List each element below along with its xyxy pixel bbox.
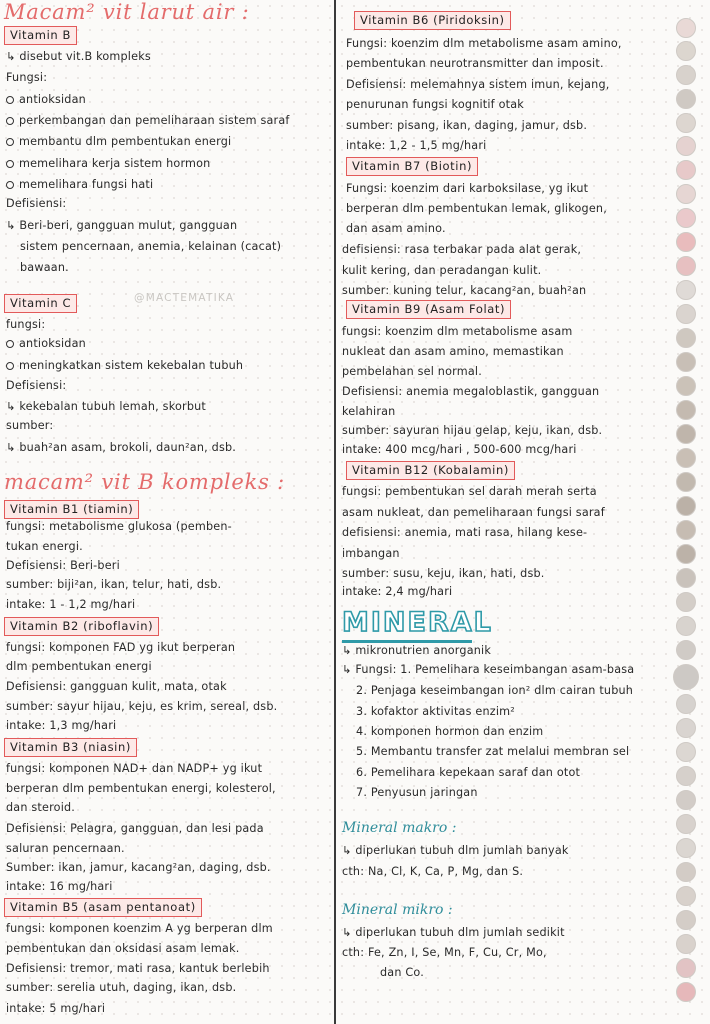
binding-hole [676,544,696,564]
binding-hole [676,136,696,156]
binding-hole [676,814,696,834]
vitb-fungsi-item: membantu dlm pembentukan energi [6,135,231,149]
title-vit-larut-air: Macam² vit larut air : [4,0,250,24]
vitb-defisiensi-3: bawaan. [20,261,69,274]
b7-sumber: sumber: kuning telur, kacang²an, buah²an [342,284,587,297]
binding-hole [676,376,696,396]
vitb-defisiensi-1: ↳ Beri-beri, gangguan mulut, gangguan [6,219,238,232]
binding-hole [676,280,696,300]
vitc-fungsi-item: antioksidan [6,337,86,351]
title-vit-b-kompleks: macam² vit B kompleks : [4,470,286,494]
mineral-list-item: 5. Membantu transfer zat melalui membran sel [356,745,630,758]
mineral-underline [342,640,472,643]
binding-hole [676,65,696,85]
mineral-list-item: 7. Penyusun jaringan [356,786,478,799]
b2-fungsi-2: dlm pembentukan energi [6,660,152,673]
binding-hole [676,862,696,882]
heading-b7: Vitamin B7 (Biotin) [346,157,478,176]
b5-fungsi-2: pembentukan dan oksidasi asam lemak. [6,942,240,955]
binding-hole [676,448,696,468]
b12-fungsi-1: fungsi: pembentukan sel darah merah serta [342,485,597,498]
b3-fungsi-3: dan steroid. [6,801,76,814]
vitb-defisiensi-label: Defisiensi: [6,197,67,210]
mineral-mikro-title: Mineral mikro : [342,902,453,918]
mineral-makro-title: Mineral makro : [342,820,457,836]
binding-hole [676,886,696,906]
vitc-defisiensi-label: Defisiensi: [6,379,67,392]
binding-hole [676,520,696,540]
b7-fungsi-2: berperan dlm pembentukan lemak, glikogen, [346,202,607,215]
mineral-mikro-1: ↳ diperlukan tubuh dlm jumlah sedikit [342,926,565,939]
b1-intake: intake: 1 - 1,2 mg/hari [6,598,136,611]
binding-hole [676,184,696,204]
binding-hole [676,113,696,133]
binding-hole [676,400,696,420]
binding-hole [676,718,696,738]
mineral-line-2: ↳ Fungsi: 1. Pemelihara keseimbangan asam-basa [342,663,635,676]
mineral-makro-1: ↳ diperlukan tubuh dlm jumlah banyak [342,844,569,857]
b9-defisiensi-2: kelahiran [342,405,396,418]
heading-b5: Vitamin B5 (asam pentanoat) [4,898,202,917]
b7-defisiensi-1: defisiensi: rasa terbakar pada alat gerak, [342,243,582,256]
vitb-fungsi-item: perkembangan dan pemeliharaan sistem saraf [6,114,290,128]
mineral-list-item: 3. kofaktor aktivitas enzim² [356,705,515,718]
b5-defisiensi: Defisiensi: tremor, mati rasa, kantuk berlebih [6,962,270,975]
vitb-fungsi-item: memelihara kerja sistem hormon [6,157,210,171]
b5-intake: intake: 5 mg/hari [6,1002,106,1015]
binding-hole [676,982,696,1002]
b2-sumber: sumber: sayur hijau, keju, es krim, sereal, dsb. [6,700,278,713]
b12-sumber: sumber: susu, keju, ikan, hati, dsb. [342,567,545,580]
binding-hole [676,160,696,180]
vitb-note: ↳ disebut vit.B kompleks [6,50,151,63]
b9-fungsi-1: fungsi: koenzim dlm metabolisme asam [342,325,573,338]
b6-defisiensi-2: penurunan fungsi kognitif otak [346,98,524,111]
binding-hole [676,790,696,810]
b6-fungsi-2: pembentukan neurotransmitter dan imposit. [346,57,604,70]
binding-hole [676,256,696,276]
vitc-sumber: ↳ buah²an asam, brokoli, daun²an, dsb. [6,441,237,454]
column-divider [334,0,336,1024]
b1-fungsi-2: tukan energi. [6,540,83,553]
heading-b1: Vitamin B1 (tiamin) [4,500,139,519]
b9-sumber: sumber: sayuran hijau gelap, keju, ikan, dsb. [342,424,603,437]
b5-fungsi-1: fungsi: komponen koenzim A yg berperan dlm [6,922,273,935]
b3-intake: intake: 16 mg/hari [6,880,113,893]
binding-hole [676,208,696,228]
binding-hole [676,89,696,109]
b9-fungsi-2: nukleat dan asam amino, memastikan [342,345,564,358]
b12-defisiensi-2: imbangan [342,547,400,560]
heading-b12: Vitamin B12 (Kobalamin) [346,461,515,480]
binding-hole [676,41,696,61]
b6-intake: intake: 1,2 - 1,5 mg/hari [346,139,487,152]
mineral-list-item: 4. komponen hormon dan enzim [356,725,544,738]
binding-hole [676,934,696,954]
b7-fungsi-1: Fungsi: koenzim dari karboksilase, yg ikut [346,182,589,195]
binding-hole [676,18,696,38]
binding-hole [676,568,696,588]
heading-b9: Vitamin B9 (Asam Folat) [346,300,511,319]
b7-fungsi-3: dan asam amino. [346,222,446,235]
heading-b6: Vitamin B6 (Piridoksin) [354,11,511,30]
vitb-fungsi-label: Fungsi: [6,71,48,84]
binding-hole [676,838,696,858]
binding-hole [676,958,696,978]
binding-hole [676,766,696,786]
binding-hole [673,664,699,690]
binding-hole [676,328,696,348]
b6-fungsi-1: Fungsi: koenzim dlm metabolisme asam amino, [346,37,622,50]
b7-defisiensi-2: kulit kering, dan peradangan kulit. [342,264,542,277]
binding-hole [676,616,696,636]
b9-fungsi-3: pembelahan sel normal. [342,365,482,378]
vitc-fungsi-label: fungsi: [6,318,46,331]
b2-intake: intake: 1,3 mg/hari [6,719,117,732]
heading-vitamin-b: Vitamin B [4,26,77,45]
b1-sumber: sumber: biji²an, ikan, telur, hati, dsb. [6,578,222,591]
vitc-defisiensi: ↳ kekebalan tubuh lemah, skorbut [6,400,207,413]
b6-sumber: sumber: pisang, ikan, daging, jamur, dsb. [346,119,588,132]
mineral-list-item: 2. Penjaga keseimbangan ion² dlm cairan tubuh [356,684,634,697]
binding-hole [676,232,696,252]
mineral-line-1: ↳ mikronutrien anorganik [342,644,492,657]
b2-defisiensi: Defisiensi: gangguan kulit, mata, otak [6,680,227,693]
b1-fungsi-1: fungsi: metabolisme glukosa (pemben- [6,520,232,533]
binding-hole [676,910,696,930]
binding-hole [676,592,696,612]
binding-hole [676,472,696,492]
binding-hole [676,640,696,660]
b1-defisiensi: Defisiensi: Beri-beri [6,559,120,572]
vitc-sumber-label: sumber: [6,419,54,432]
heading-vitamin-c: Vitamin C [4,294,77,313]
b3-sumber: Sumber: ikan, jamur, kacang²an, daging, dsb. [6,861,271,874]
heading-b3: Vitamin B3 (niasin) [4,738,137,757]
b12-fungsi-2: asam nukleat, dan pemeliharaan fungsi saraf [342,506,605,519]
binding-hole [676,304,696,324]
mineral-mikro-2: cth: Fe, Zn, I, Se, Mn, F, Cu, Cr, Mo, [342,946,547,959]
b12-defisiensi-1: defisiensi: anemia, mati rasa, hilang kese- [342,526,588,539]
mineral-title: MINERAL [342,607,493,638]
binding-hole [676,742,696,762]
b3-defisiensi-1: Defisiensi: Pelagra, gangguan, dan lesi pada [6,822,264,835]
b9-defisiensi-1: Defisiensi: anemia megaloblastik, gangguan [342,385,600,398]
b9-intake: intake: 400 mcg/hari , 500-600 mcg/hari [342,443,577,456]
vitb-defisiensi-2: sistem pencernaan, anemia, kelainan (cacat) [20,240,282,253]
b5-sumber: sumber: serelia utuh, daging, ikan, dsb. [6,981,237,994]
heading-b2: Vitamin B2 (riboflavin) [4,617,159,636]
binding-hole [676,424,696,444]
vitc-fungsi-item: meningkatkan sistem kekebalan tubuh [6,359,243,373]
mineral-mikro-3: dan Co. [380,966,425,979]
b3-defisiensi-2: saluran pencernaan. [6,842,125,855]
b6-defisiensi-1: Defisiensi: melemahnya sistem imun, kejang, [346,78,610,91]
mineral-list-item: 6. Pemelihara kepekaan saraf dan otot [356,766,581,779]
vitb-fungsi-item: memelihara fungsi hati [6,178,153,192]
watermark: @MACTEMATIKA [134,292,235,304]
b3-fungsi-1: fungsi: komponen NAD+ dan NADP+ yg ikut [6,762,263,775]
binding-hole [676,352,696,372]
binding-hole [676,694,696,714]
mineral-makro-2: cth: Na, Cl, K, Ca, P, Mg, dan S. [342,865,524,878]
binding-hole [676,496,696,516]
b3-fungsi-2: berperan dlm pembentukan energi, kolesterol, [6,782,276,795]
b12-intake: intake: 2,4 mg/hari [342,585,453,598]
vitb-fungsi-item: antioksidan [6,93,86,107]
b2-fungsi-1: fungsi: komponen FAD yg ikut berperan [6,641,236,654]
